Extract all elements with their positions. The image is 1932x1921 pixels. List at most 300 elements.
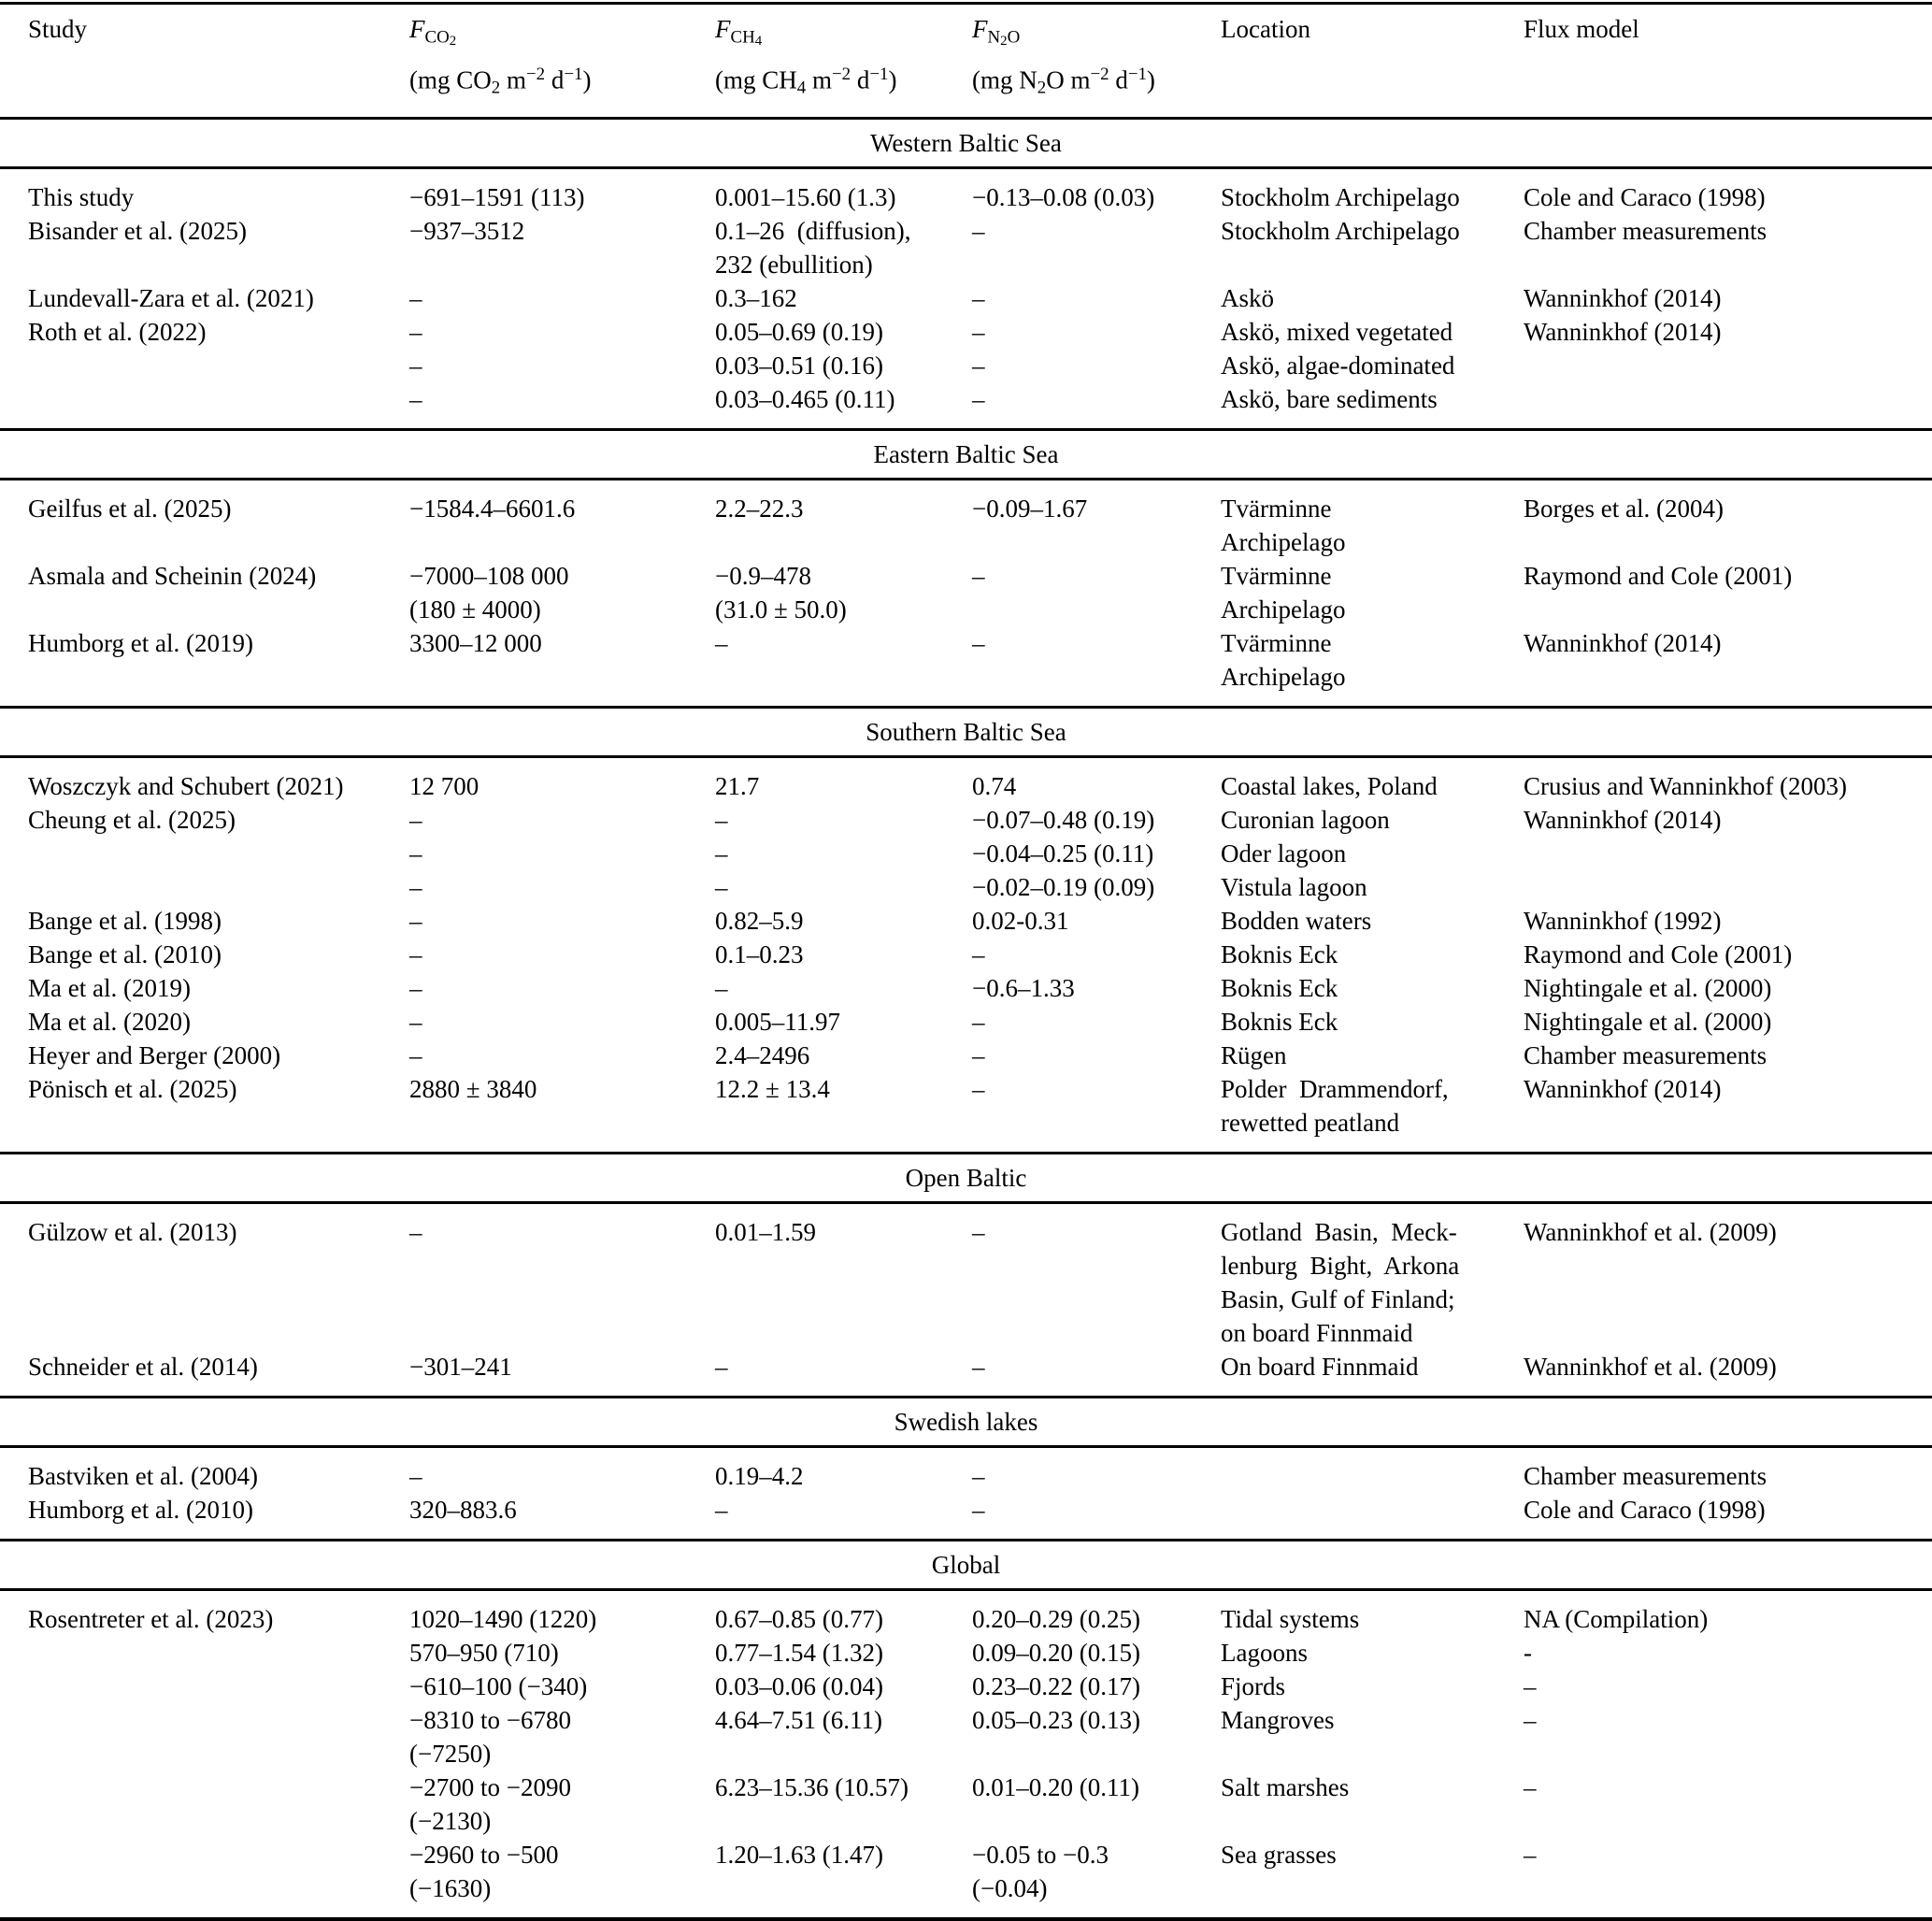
cell-line: Wanninkhof (2014) bbox=[1524, 317, 1722, 346]
table-row bbox=[0, 281, 1932, 315]
cell-fco2 bbox=[409, 1670, 715, 1703]
cell-line: 0.01–1.59 bbox=[715, 1217, 816, 1246]
cell-fco2 bbox=[409, 971, 715, 1005]
cell-fch4 bbox=[715, 904, 972, 938]
cell-line: Gotland Basin, Meck- bbox=[1221, 1217, 1457, 1246]
cell-line: Cole and Caraco (1998) bbox=[1524, 182, 1766, 211]
header-segment-sub2: 4 bbox=[754, 34, 763, 50]
header-segment: ) bbox=[582, 65, 592, 94]
cell-location bbox=[1221, 971, 1524, 1005]
cell-flux-model bbox=[1524, 1770, 1932, 1838]
header-segment-sup: −2 bbox=[831, 65, 852, 85]
cell-study bbox=[0, 1770, 409, 1838]
cell-location bbox=[1221, 837, 1524, 870]
cell-line: 0.82–5.9 bbox=[715, 906, 804, 935]
cell-study bbox=[0, 479, 409, 559]
section-title-row bbox=[0, 707, 1932, 756]
cell-fch4 bbox=[715, 1770, 972, 1838]
cell-line: 0.3–162 bbox=[715, 283, 797, 312]
cell-line: Geilfus et al. (2025) bbox=[28, 494, 232, 523]
cell-study bbox=[0, 870, 409, 904]
cell-flux-model bbox=[1524, 904, 1932, 938]
cell-fco2 bbox=[409, 167, 715, 214]
cell-fch4 bbox=[715, 349, 972, 382]
header-segment-sup: −1 bbox=[869, 65, 889, 85]
cell-line: – bbox=[409, 283, 422, 312]
cell-location bbox=[1221, 1493, 1524, 1541]
cell-line: 0.19–4.2 bbox=[715, 1461, 804, 1490]
table-row bbox=[0, 1493, 1932, 1541]
cell-line: Wanninkhof (2014) bbox=[1524, 283, 1722, 312]
cell-line: −7000–108 000 bbox=[409, 561, 569, 590]
cell-line: −2960 to −500 bbox=[409, 1840, 559, 1869]
cell-line: Vistula lagoon bbox=[1221, 872, 1367, 901]
cell-study bbox=[0, 1202, 409, 1350]
cell-line: −0.04–0.25 (0.11) bbox=[972, 839, 1154, 867]
cell-line: rewetted peatland bbox=[1221, 1108, 1400, 1137]
section-title-row bbox=[0, 1153, 1932, 1202]
header-segment: m bbox=[500, 65, 526, 94]
cell-fco2 bbox=[409, 1838, 715, 1919]
cell-line: 1.20–1.63 (1.47) bbox=[715, 1840, 883, 1869]
col-header-fch4 bbox=[715, 4, 972, 119]
header-segment-sup: −1 bbox=[564, 65, 583, 85]
table-row bbox=[0, 904, 1932, 938]
col-header-study bbox=[0, 4, 409, 119]
cell-line: Raymond and Cole (2001) bbox=[1524, 939, 1793, 968]
cell-line: Humborg et al. (2010) bbox=[28, 1495, 253, 1524]
cell-flux-model bbox=[1524, 479, 1932, 559]
cell-line: – bbox=[972, 216, 985, 245]
cell-fch4 bbox=[715, 1493, 972, 1541]
cell-line: – bbox=[1524, 1772, 1537, 1801]
table-row bbox=[0, 870, 1932, 904]
table-row bbox=[0, 214, 1932, 281]
cell-line: −8310 to −6780 bbox=[409, 1705, 571, 1734]
cell-fn2o bbox=[972, 315, 1221, 349]
cell-line: −0.9–478 bbox=[715, 561, 811, 590]
cell-line: Cheung et al. (2025) bbox=[28, 805, 236, 834]
cell-line: 3300–12 000 bbox=[409, 628, 542, 657]
cell-location bbox=[1221, 938, 1524, 971]
header-segment: ) bbox=[888, 65, 897, 94]
cell-flux-model bbox=[1524, 1493, 1932, 1541]
cell-line: 21.7 bbox=[715, 771, 760, 800]
table-row bbox=[0, 1072, 1932, 1154]
cell-line: Askö, algae-dominated bbox=[1221, 351, 1455, 380]
cell-line: Sea grasses bbox=[1221, 1840, 1337, 1869]
cell-line: 0.23–0.22 (0.17) bbox=[972, 1671, 1140, 1700]
header-segment: (mg CH bbox=[715, 65, 797, 94]
cell-line: Asmala and Scheinin (2024) bbox=[28, 561, 317, 590]
cell-line: Rügen bbox=[1221, 1040, 1287, 1069]
cell-flux-model bbox=[1524, 1202, 1932, 1350]
cell-line: Pönisch et al. (2025) bbox=[28, 1074, 237, 1103]
cell-fn2o bbox=[972, 382, 1221, 430]
cell-location bbox=[1221, 756, 1524, 803]
cell-line: – bbox=[972, 1461, 985, 1490]
col-header-title bbox=[1221, 12, 1524, 46]
cell-study bbox=[0, 1636, 409, 1670]
cell-study bbox=[0, 837, 409, 870]
cell-study bbox=[0, 382, 409, 430]
cell-line: 570–950 (710) bbox=[409, 1638, 559, 1667]
cell-fn2o bbox=[972, 870, 1221, 904]
cell-location bbox=[1221, 1636, 1524, 1670]
header-segment-sub: 2 bbox=[1037, 78, 1047, 98]
header-segment: Location bbox=[1221, 15, 1310, 43]
cell-fn2o bbox=[972, 1072, 1221, 1154]
cell-line: Woszczyk and Schubert (2021) bbox=[28, 771, 344, 800]
cell-line: – bbox=[715, 805, 728, 834]
cell-flux-model bbox=[1524, 626, 1932, 708]
cell-fch4 bbox=[715, 1005, 972, 1039]
cell-location bbox=[1221, 1838, 1524, 1919]
cell-line: – bbox=[715, 628, 728, 657]
table-row bbox=[0, 1670, 1932, 1703]
cell-fco2 bbox=[409, 1770, 715, 1838]
cell-study bbox=[0, 1350, 409, 1398]
cell-line: Oder lagoon bbox=[1221, 839, 1347, 867]
cell-study bbox=[0, 167, 409, 214]
cell-flux-model bbox=[1524, 1039, 1932, 1072]
cell-fn2o bbox=[972, 1589, 1221, 1636]
cell-line: – bbox=[715, 839, 728, 867]
cell-fco2 bbox=[409, 1350, 715, 1398]
cell-fco2 bbox=[409, 1636, 715, 1670]
cell-line: 0.02-0.31 bbox=[972, 906, 1069, 935]
header-segment-i: F bbox=[972, 15, 988, 43]
cell-line: 232 (ebullition) bbox=[715, 250, 873, 279]
cell-line: – bbox=[409, 1461, 422, 1490]
header-segment-sub2: 2 bbox=[1000, 34, 1008, 50]
cell-fn2o bbox=[972, 1670, 1221, 1703]
cell-fch4 bbox=[715, 382, 972, 430]
table-row bbox=[0, 1039, 1932, 1072]
cell-location bbox=[1221, 382, 1524, 430]
cell-study bbox=[0, 1039, 409, 1072]
cell-location bbox=[1221, 1670, 1524, 1703]
cell-fch4 bbox=[715, 1039, 972, 1072]
cell-location bbox=[1221, 1202, 1524, 1350]
cell-line: – bbox=[409, 384, 422, 413]
cell-line: 0.005–11.97 bbox=[715, 1007, 840, 1036]
cell-line: – bbox=[972, 628, 985, 657]
section-title: Southern Baltic Sea bbox=[0, 707, 1932, 756]
cell-fco2 bbox=[409, 1493, 715, 1541]
cell-fco2 bbox=[409, 1072, 715, 1154]
cell-fco2 bbox=[409, 1202, 715, 1350]
header-segment: d bbox=[1109, 65, 1128, 94]
cell-fn2o bbox=[972, 837, 1221, 870]
cell-line: (−0.04) bbox=[972, 1873, 1048, 1902]
col-header-title bbox=[28, 12, 409, 46]
table-row bbox=[0, 349, 1932, 382]
cell-fn2o bbox=[972, 971, 1221, 1005]
cell-line: −0.05 to −0.3 bbox=[972, 1840, 1109, 1869]
cell-line: – bbox=[972, 283, 985, 312]
cell-line: – bbox=[715, 872, 728, 901]
cell-line: – bbox=[409, 805, 422, 834]
cell-line: Bisander et al. (2025) bbox=[28, 216, 247, 245]
table-row bbox=[0, 559, 1932, 626]
cell-line: Tvärminne bbox=[1221, 494, 1332, 523]
table-row bbox=[0, 1838, 1932, 1919]
header-segment-sub2: 2 bbox=[449, 34, 457, 50]
cell-flux-model bbox=[1524, 756, 1932, 803]
cell-line: (180 ± 4000) bbox=[409, 595, 541, 624]
cell-fco2 bbox=[409, 938, 715, 971]
cell-line: – bbox=[972, 1007, 985, 1036]
section-title-row bbox=[0, 1540, 1932, 1589]
cell-line: Coastal lakes, Poland bbox=[1221, 771, 1438, 800]
header-segment-sup: −1 bbox=[1127, 65, 1147, 85]
cell-study bbox=[0, 803, 409, 837]
header-segment-sub: 2 bbox=[491, 78, 501, 98]
cell-fch4 bbox=[715, 214, 972, 281]
cell-flux-model bbox=[1524, 214, 1932, 281]
col-header-title bbox=[1524, 12, 1932, 46]
cell-line: 0.74 bbox=[972, 771, 1017, 800]
cell-flux-model bbox=[1524, 1072, 1932, 1154]
cell-line: Askö bbox=[1221, 283, 1275, 312]
table-row bbox=[0, 167, 1932, 214]
table-row bbox=[0, 382, 1932, 430]
col-header-units bbox=[972, 58, 1221, 106]
section-title: Global bbox=[0, 1540, 1932, 1589]
table-row bbox=[0, 1202, 1932, 1350]
cell-line: – bbox=[972, 1217, 985, 1246]
section-global bbox=[0, 1540, 1932, 1919]
cell-fn2o bbox=[972, 349, 1221, 382]
cell-line: lenburg Bight, Arkona bbox=[1221, 1251, 1460, 1280]
cell-line: 0.20–0.29 (0.25) bbox=[972, 1604, 1140, 1633]
cell-flux-model bbox=[1524, 1670, 1932, 1703]
header-segment: d bbox=[851, 65, 870, 94]
cell-fn2o bbox=[972, 1770, 1221, 1838]
cell-line: Archipelago bbox=[1221, 595, 1346, 624]
cell-line: Boknis Eck bbox=[1221, 1007, 1338, 1036]
table-header bbox=[0, 4, 1932, 119]
cell-line: Polder Drammendorf, bbox=[1221, 1074, 1449, 1103]
cell-study bbox=[0, 971, 409, 1005]
header-segment: ) bbox=[1146, 65, 1155, 94]
cell-flux-model bbox=[1524, 1589, 1932, 1636]
cell-fch4 bbox=[715, 1350, 972, 1398]
table-row bbox=[0, 938, 1932, 971]
cell-line: Curonian lagoon bbox=[1221, 805, 1390, 834]
cell-fn2o bbox=[972, 1446, 1221, 1493]
table-row bbox=[0, 837, 1932, 870]
cell-location bbox=[1221, 214, 1524, 281]
section-title: Swedish lakes bbox=[0, 1397, 1932, 1446]
cell-line: 0.03–0.06 (0.04) bbox=[715, 1671, 883, 1700]
header-segment-sub: N bbox=[987, 27, 1001, 48]
cell-line: Tvärminne bbox=[1221, 561, 1332, 590]
cell-line: Nightingale et al. (2000) bbox=[1524, 1007, 1772, 1036]
section-western-baltic-sea bbox=[0, 118, 1932, 429]
cell-line: Stockholm Archipelago bbox=[1221, 182, 1460, 211]
cell-flux-model bbox=[1524, 803, 1932, 837]
cell-fco2 bbox=[409, 281, 715, 315]
cell-fn2o bbox=[972, 803, 1221, 837]
cell-line: −0.02–0.19 (0.09) bbox=[972, 872, 1155, 901]
cell-fco2 bbox=[409, 479, 715, 559]
cell-fco2 bbox=[409, 837, 715, 870]
cell-fch4 bbox=[715, 167, 972, 214]
header-segment-sub: CH bbox=[730, 27, 755, 48]
cell-location bbox=[1221, 167, 1524, 214]
cell-line: 0.05–0.23 (0.13) bbox=[972, 1705, 1140, 1734]
cell-line: 6.23–15.36 (10.57) bbox=[715, 1772, 909, 1801]
cell-line: – bbox=[409, 973, 422, 1002]
cell-line: – bbox=[409, 317, 422, 346]
cell-line: Tidal systems bbox=[1221, 1604, 1360, 1633]
cell-fco2 bbox=[409, 626, 715, 708]
cell-fn2o bbox=[972, 626, 1221, 708]
cell-line: Nightingale et al. (2000) bbox=[1524, 973, 1772, 1002]
cell-line: (31.0 ± 50.0) bbox=[715, 595, 847, 624]
cell-line: −1584.4–6601.6 bbox=[409, 494, 576, 523]
cell-study bbox=[0, 626, 409, 708]
cell-line: Archipelago bbox=[1221, 662, 1346, 691]
cell-fn2o bbox=[972, 1703, 1221, 1770]
cell-flux-model bbox=[1524, 870, 1932, 904]
cell-line: – bbox=[409, 906, 422, 935]
cell-flux-model bbox=[1524, 837, 1932, 870]
cell-line: Stockholm Archipelago bbox=[1221, 216, 1460, 245]
cell-fch4 bbox=[715, 837, 972, 870]
header-segment-i: F bbox=[715, 15, 731, 43]
cell-fn2o bbox=[972, 1636, 1221, 1670]
section-title-row bbox=[0, 118, 1932, 167]
cell-line: – bbox=[409, 1217, 422, 1246]
cell-fch4 bbox=[715, 1202, 972, 1350]
cell-line: Lundevall-Zara et al. (2021) bbox=[28, 283, 314, 312]
cell-line: Ma et al. (2019) bbox=[28, 973, 191, 1002]
cell-line: 2.4–2496 bbox=[715, 1040, 810, 1069]
header-segment: O m bbox=[1046, 65, 1091, 94]
cell-line: Wanninkhof (2014) bbox=[1524, 805, 1722, 834]
cell-line: - bbox=[1524, 1638, 1532, 1667]
cell-line: 12.2 ± 13.4 bbox=[715, 1074, 830, 1103]
cell-line: Wanninkhof (1992) bbox=[1524, 906, 1722, 935]
table-row bbox=[0, 1005, 1932, 1039]
cell-fn2o bbox=[972, 281, 1221, 315]
cell-fco2 bbox=[409, 1446, 715, 1493]
col-header-fn2o bbox=[972, 4, 1221, 119]
cell-line: Rosentreter et al. (2023) bbox=[28, 1604, 274, 1633]
cell-line: 0.67–0.85 (0.77) bbox=[715, 1604, 883, 1633]
cell-line: 4.64–7.51 (6.11) bbox=[715, 1705, 882, 1734]
cell-study bbox=[0, 559, 409, 626]
cell-flux-model bbox=[1524, 281, 1932, 315]
header-segment-sup: −2 bbox=[525, 65, 546, 85]
cell-line: Basin, Gulf of Finland; bbox=[1221, 1284, 1455, 1313]
table-row bbox=[0, 803, 1932, 837]
section-title: Open Baltic bbox=[0, 1153, 1932, 1202]
cell-line: Ma et al. (2020) bbox=[28, 1007, 191, 1036]
table-row bbox=[0, 479, 1932, 559]
cell-line: (−1630) bbox=[409, 1873, 492, 1902]
cell-line: – bbox=[1524, 1840, 1537, 1869]
cell-fch4 bbox=[715, 1589, 972, 1636]
cell-fco2 bbox=[409, 1703, 715, 1770]
cell-line: −691–1591 (113) bbox=[409, 182, 585, 211]
table-row bbox=[0, 626, 1932, 708]
cell-line: – bbox=[972, 561, 985, 590]
header-segment: Flux model bbox=[1524, 15, 1639, 43]
cell-fco2 bbox=[409, 382, 715, 430]
table-row bbox=[0, 756, 1932, 803]
cell-fn2o bbox=[972, 479, 1221, 559]
cell-fco2 bbox=[409, 214, 715, 281]
cell-fch4 bbox=[715, 971, 972, 1005]
cell-flux-model bbox=[1524, 1636, 1932, 1670]
flux-comparison-table bbox=[0, 2, 1932, 1921]
cell-line: Mangroves bbox=[1221, 1705, 1335, 1734]
cell-study bbox=[0, 281, 409, 315]
cell-line: 2.2–22.3 bbox=[715, 494, 804, 523]
cell-study bbox=[0, 938, 409, 971]
cell-fco2 bbox=[409, 904, 715, 938]
cell-line: Boknis Eck bbox=[1221, 973, 1338, 1002]
cell-fch4 bbox=[715, 559, 972, 626]
cell-line: Fjords bbox=[1221, 1671, 1286, 1700]
cell-line: on board Finnmaid bbox=[1221, 1318, 1413, 1347]
cell-line: 0.09–0.20 (0.15) bbox=[972, 1638, 1140, 1667]
header-segment: d bbox=[545, 65, 565, 94]
cell-fco2 bbox=[409, 756, 715, 803]
cell-line: Bodden waters bbox=[1221, 906, 1372, 935]
cell-location bbox=[1221, 803, 1524, 837]
cell-line: Raymond and Cole (2001) bbox=[1524, 561, 1793, 590]
section-title: Western Baltic Sea bbox=[0, 118, 1932, 167]
cell-line: −0.09–1.67 bbox=[972, 494, 1088, 523]
cell-line: 1020–1490 (1220) bbox=[409, 1604, 597, 1633]
cell-location bbox=[1221, 1350, 1524, 1398]
cell-location bbox=[1221, 1446, 1524, 1493]
cell-line: (−2130) bbox=[409, 1806, 492, 1835]
cell-line: Wanninkhof et al. (2009) bbox=[1524, 1217, 1777, 1246]
cell-fn2o bbox=[972, 1838, 1221, 1919]
table-row bbox=[0, 315, 1932, 349]
section-title-row bbox=[0, 1397, 1932, 1446]
cell-study bbox=[0, 1838, 409, 1919]
header-segment-sub: O bbox=[1007, 27, 1021, 48]
cell-line: Crusius and Wanninkhof (2003) bbox=[1524, 771, 1848, 800]
cell-study bbox=[0, 756, 409, 803]
cell-line: This study bbox=[28, 182, 135, 211]
cell-line: – bbox=[1524, 1671, 1537, 1700]
cell-line: – bbox=[715, 1495, 728, 1524]
cell-line: 0.1–26 (diffusion), bbox=[715, 216, 911, 245]
header-segment: Study bbox=[28, 15, 88, 43]
cell-line: −0.07–0.48 (0.19) bbox=[972, 805, 1155, 834]
cell-line: – bbox=[972, 384, 985, 413]
col-header-flux-model bbox=[1524, 4, 1932, 119]
cell-fch4 bbox=[715, 315, 972, 349]
cell-location bbox=[1221, 1072, 1524, 1154]
cell-line: 0.001–15.60 (1.3) bbox=[715, 182, 896, 211]
cell-line: Wanninkhof et al. (2009) bbox=[1524, 1352, 1777, 1381]
cell-line: 2880 ± 3840 bbox=[409, 1074, 537, 1103]
cell-line: 0.03–0.51 (0.16) bbox=[715, 351, 883, 380]
section-open-baltic bbox=[0, 1153, 1932, 1397]
cell-flux-model bbox=[1524, 1838, 1932, 1919]
col-header-title bbox=[972, 12, 1221, 58]
cell-fch4 bbox=[715, 938, 972, 971]
